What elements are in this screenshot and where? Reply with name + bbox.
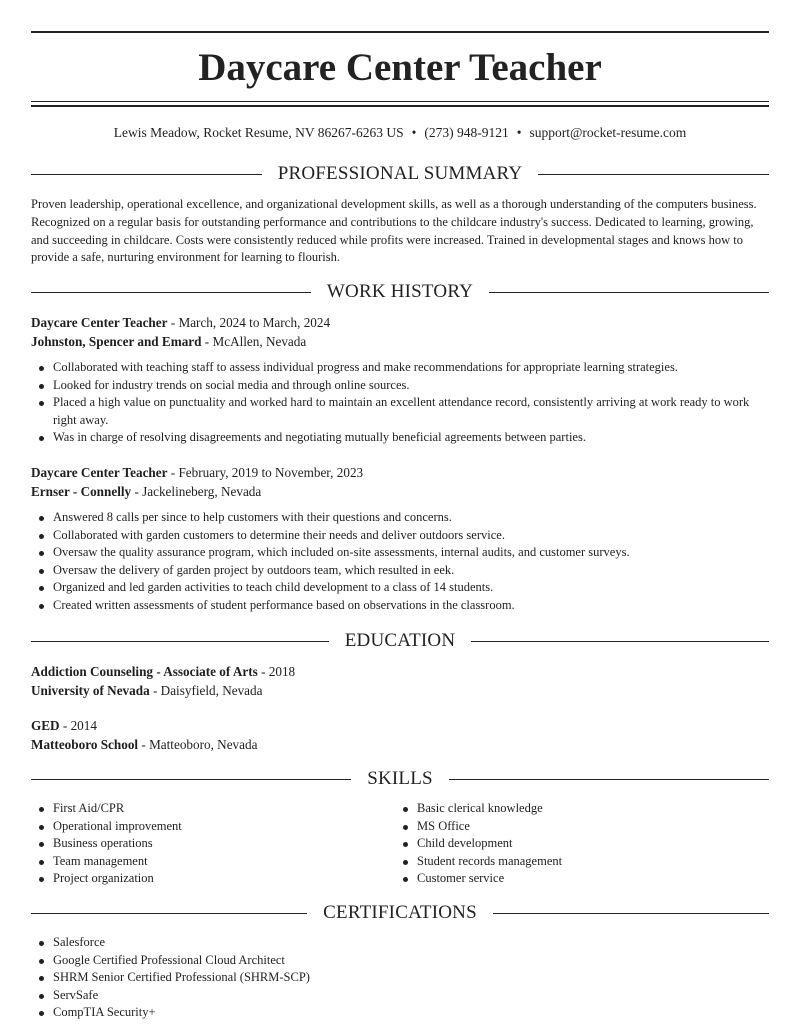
summary-text: Proven leadership, operational excellence, and organizational development skills, as well as a thorough understanding of the computers business. Recognized on a regular basis for outstanding performance and contributions to the childcare industry's success. Dedicated to learning, growing, and succeeding in childcare. Costs were consistently reduced while profits were increased. Trained in developmental stages and knows how to provide a safe, nurturing environment for learning to flourish. bbox=[31, 197, 757, 265]
education-school: Matteoboro School bbox=[31, 737, 139, 752]
title-double-rule bbox=[31, 101, 769, 107]
education-year: - 2018 bbox=[257, 664, 296, 679]
skills-list-right bbox=[417, 800, 747, 888]
list-item: Organized and led garden activities to teach child development to a class of 14 students. bbox=[53, 579, 769, 597]
list-item: Created written assessments of student performance based on observations in the classroom. bbox=[53, 597, 769, 615]
section-label: WORK HISTORY bbox=[326, 281, 474, 302]
resume-title: Daycare Center Teacher bbox=[198, 46, 602, 89]
certification-item: CompTIA Security+ bbox=[53, 1004, 769, 1022]
job-location: - McAllen, Nevada bbox=[201, 334, 307, 349]
section-heading-summary bbox=[31, 162, 769, 186]
job-bullet-list bbox=[53, 359, 769, 447]
education-school-line bbox=[31, 736, 769, 754]
contact-separator: • bbox=[411, 125, 417, 140]
skill-item: Team management bbox=[53, 853, 383, 871]
top-rule bbox=[31, 31, 769, 33]
certification-item: Google Certified Professional Cloud Architect bbox=[53, 952, 769, 970]
contact-phone: (273) 948-9121 bbox=[424, 125, 509, 140]
certification-item: Salesforce bbox=[53, 934, 769, 952]
contact-line bbox=[31, 124, 769, 142]
skills-list-left bbox=[53, 800, 383, 888]
job-title: Daycare Center Teacher bbox=[31, 465, 168, 480]
list-item: Oversaw the quality assurance program, which included on-site assessments, internal audits, and customer surveys. bbox=[53, 544, 769, 562]
section-label: CERTIFICATIONS bbox=[323, 902, 477, 923]
certification-item: ServSafe bbox=[53, 987, 769, 1005]
heading-rule bbox=[31, 174, 262, 175]
list-item: Was in charge of resolving disagreements and negotiating mutually beneficial agreements between parties. bbox=[53, 429, 769, 447]
section-heading-skills bbox=[31, 767, 769, 791]
job-dates: - February, 2019 to November, 2023 bbox=[167, 465, 364, 480]
list-item: Answered 8 calls per since to help customers with their questions and concerns. bbox=[53, 509, 769, 527]
certification-item: SHRM Senior Certified Professional (SHRM-SCP) bbox=[53, 969, 769, 987]
section-heading-education bbox=[31, 629, 769, 653]
skill-item: Operational improvement bbox=[53, 818, 383, 836]
certifications-list bbox=[53, 934, 769, 1022]
job-employer-line bbox=[31, 333, 769, 351]
list-item: Collaborated with garden customers to determine their needs and deliver outdoors service. bbox=[53, 527, 769, 545]
heading-rule bbox=[31, 913, 307, 914]
skill-item: Child development bbox=[417, 835, 747, 853]
heading-rule bbox=[31, 779, 351, 780]
heading-rule bbox=[449, 779, 769, 780]
education-location: - Matteoboro, Nevada bbox=[138, 737, 258, 752]
list-item: Looked for industry trends on social media and through online sources. bbox=[53, 377, 769, 395]
section-label: PROFESSIONAL SUMMARY bbox=[277, 163, 523, 184]
job-location: - Jackelineberg, Nevada bbox=[131, 484, 262, 499]
education-degree-line bbox=[31, 663, 769, 681]
heading-rule bbox=[489, 292, 769, 293]
heading-rule bbox=[538, 174, 769, 175]
skill-item: Project organization bbox=[53, 870, 383, 888]
skill-item: Customer service bbox=[417, 870, 747, 888]
job-employer-line bbox=[31, 483, 769, 501]
contact-separator: • bbox=[516, 125, 522, 140]
skill-item: Business operations bbox=[53, 835, 383, 853]
list-item: Collaborated with teaching staff to assess individual progress and make recommendations for appropriate learning strategies. bbox=[53, 359, 769, 377]
contact-address: Lewis Meadow, Rocket Resume, NV 86267-6263 US bbox=[113, 125, 404, 140]
education-degree-line bbox=[31, 717, 769, 735]
skill-item: Student records management bbox=[417, 853, 747, 871]
section-heading-certifications bbox=[31, 901, 769, 925]
heading-rule bbox=[493, 913, 769, 914]
heading-rule bbox=[31, 292, 311, 293]
heading-rule bbox=[471, 641, 769, 642]
skill-item: First Aid/CPR bbox=[53, 800, 383, 818]
job-title-line bbox=[31, 314, 769, 332]
job-title-line bbox=[31, 464, 769, 482]
contact-email: support@rocket-resume.com bbox=[529, 125, 687, 140]
job-title: Daycare Center Teacher bbox=[31, 315, 168, 330]
section-heading-work bbox=[31, 280, 769, 304]
job-employer: Johnston, Spencer and Emard bbox=[31, 334, 202, 349]
section-label: EDUCATION bbox=[344, 630, 456, 651]
skill-item: MS Office bbox=[417, 818, 747, 836]
heading-rule bbox=[31, 641, 329, 642]
list-item: Placed a high value on punctuality and worked hard to maintain an excellent attendance record, consistently arriving at work ready to work right away. bbox=[53, 394, 769, 429]
education-degree: Addiction Counseling - Associate of Arts bbox=[31, 664, 258, 679]
list-item: Oversaw the delivery of garden project by outdoors team, which resulted in eek. bbox=[53, 562, 769, 580]
job-employer: Ernser - Connelly bbox=[31, 484, 132, 499]
section-label: SKILLS bbox=[367, 768, 433, 789]
education-school-line bbox=[31, 682, 769, 700]
job-dates: - March, 2024 to March, 2024 bbox=[167, 315, 331, 330]
education-location: - Daisyfield, Nevada bbox=[149, 683, 263, 698]
education-degree: GED bbox=[31, 718, 60, 733]
education-year: - 2014 bbox=[59, 718, 97, 733]
skill-item: Basic clerical knowledge bbox=[417, 800, 747, 818]
job-bullet-list bbox=[53, 509, 769, 615]
education-school: University of Nevada bbox=[31, 683, 150, 698]
